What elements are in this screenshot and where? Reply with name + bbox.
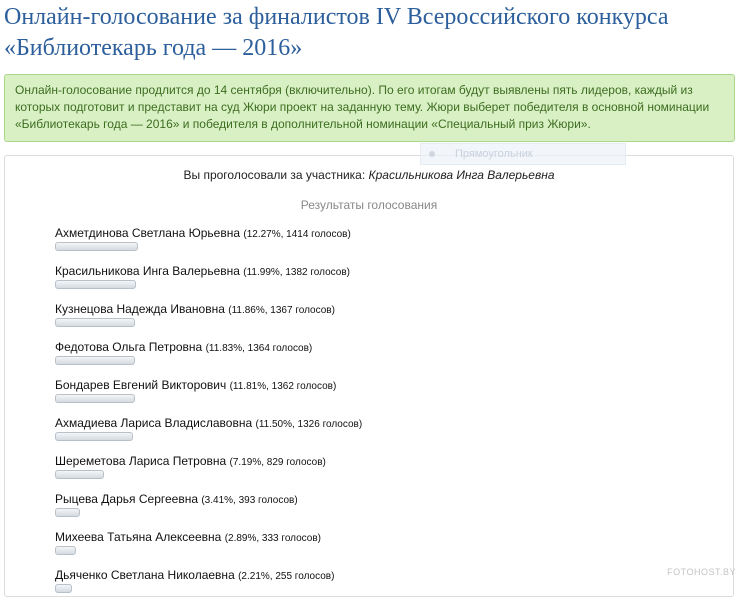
ghost-label: Прямоугольник	[455, 148, 533, 160]
rectangle-tooltip-ghost	[420, 143, 626, 165]
result-text	[55, 530, 321, 546]
candidate-vote-stats: (11.81%, 1362 голосов)	[229, 381, 337, 392]
voted-candidate-name: Красильникова Инга Валерьевна	[368, 168, 555, 182]
candidate-name: Михеева Татьяна Алексеевна	[55, 530, 222, 544]
candidate-vote-stats: (2.89%, 333 голосов)	[224, 533, 321, 544]
candidate-name: Дьяченко Светлана Николаевна	[55, 568, 235, 582]
result-row	[55, 492, 695, 530]
result-row	[55, 226, 695, 264]
voting-notice	[4, 74, 735, 142]
vote-share-bar	[55, 584, 72, 593]
result-text	[55, 378, 336, 394]
voted-for-line	[5, 168, 733, 182]
result-row	[55, 454, 695, 492]
candidate-name: Федотова Ольга Петровна	[55, 340, 203, 354]
bullet-icon	[429, 151, 435, 157]
candidate-vote-stats: (11.50%, 1326 голосов)	[255, 419, 363, 430]
result-text	[55, 416, 362, 432]
watermark: FOTOHOST.BY	[667, 567, 736, 577]
candidate-name: Ахметдинова Светлана Юрьевна	[55, 226, 241, 240]
result-text	[55, 454, 326, 470]
result-row	[55, 416, 695, 454]
vote-share-bar	[55, 318, 135, 327]
page-title: Онлайн-голосование за финалистов IV Всероссийского конкурса «Библиотекарь года — 2016»	[4, 4, 669, 61]
result-text	[55, 264, 350, 280]
results-list	[55, 226, 695, 606]
candidate-vote-stats: (11.83%, 1364 голосов)	[205, 343, 313, 354]
result-row	[55, 264, 695, 302]
result-row	[55, 340, 695, 378]
result-row	[55, 302, 695, 340]
candidate-name: Шереметова Лариса Петровна	[55, 454, 227, 468]
vote-share-bar	[55, 280, 136, 289]
candidate-name: Рыцева Дарья Сергеевна	[55, 492, 198, 506]
candidate-vote-stats: (2.21%, 255 голосов)	[238, 571, 335, 582]
result-text	[55, 226, 351, 242]
candidate-vote-stats: (11.99%, 1382 голосов)	[243, 267, 350, 278]
result-row	[55, 568, 695, 606]
candidate-name: Красильникова Инга Валерьевна	[55, 264, 240, 278]
candidate-name: Ахмадиева Лариса Владиславовна	[55, 416, 253, 430]
vote-share-bar	[55, 508, 80, 517]
notice-line-2: которых подготовит и представит на суд Жюри проект на заданную тему. Жюри выберет победителя в основной номинации	[15, 100, 710, 114]
poll-results-panel	[4, 155, 734, 597]
results-heading: Результаты голосования	[300, 198, 438, 212]
result-row	[55, 378, 695, 416]
vote-share-bar	[55, 394, 135, 403]
vote-share-bar	[55, 432, 133, 441]
candidate-vote-stats: (7.19%, 829 голосов)	[229, 457, 326, 468]
notice-line-3: «Библиотекарь года — 2016» и победителя в дополнительной номинации «Специальный приз Жюри».	[15, 117, 591, 131]
result-text	[55, 340, 312, 356]
candidate-name: Бондарев Евгений Викторович	[55, 378, 227, 392]
vote-share-bar	[55, 546, 76, 555]
vote-share-bar	[55, 242, 138, 251]
candidate-vote-stats: (12.27%, 1414 голосов)	[243, 229, 351, 240]
vote-share-bar	[55, 356, 135, 365]
vote-share-bar	[55, 470, 104, 479]
result-text	[55, 568, 334, 584]
candidate-vote-stats: (3.41%, 393 голосов)	[201, 495, 298, 506]
voted-prefix: Вы проголосовали за участника:	[183, 168, 366, 182]
result-row	[55, 530, 695, 568]
result-text	[55, 302, 335, 318]
candidate-vote-stats: (11.86%, 1367 голосов)	[228, 305, 335, 316]
result-text	[55, 492, 298, 508]
candidate-name: Кузнецова Надежда Ивановна	[55, 302, 225, 316]
notice-line-1: Онлайн-голосование продлится до 14 сентября (включительно). По его итогам будут выявлены пять лидеров, каждый из	[15, 83, 693, 97]
